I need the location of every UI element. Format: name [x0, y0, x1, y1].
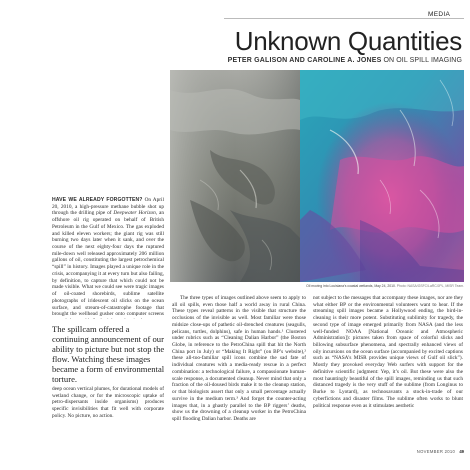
- article-column-1-continued: [52, 386, 164, 446]
- section-rule: [224, 18, 464, 19]
- lead-paragraph: [52, 197, 164, 319]
- column-2-text: The three types of images outlined above seem to apply to all oil spills, even those half a world away in rural China. These types reveal patterns in the visible that structure the occlusions of the invisible as well. Most familiar were those midsize close-ups of pathetic oil-drenched creatures (seagulls, pelicans, turtles, dolphins), safe in human hands.¹ Clustered under rubrics such as “Cleaning Dalian Harbor” (the Boston Globe, in reference to the PetroChina spill that hit the North China port in July) or “Making It Right” (on BP’s website),² these all-too-familiar spill icons combine the sad fate of individual creatures with a media-ready rescue in a perfect combination: a technological failure, a compassionate human-scale response, a documented cleanup. Never mind that only a fraction of the oil-doused birds make it to the cleanup station, or that biologists assert that only a small percentage actually survive in the medium term.³ And forget the counter-acting images that, in a ghastly parallel to the BP riggers’ deaths, show us the drowning of a cleanup worker in the PetroChina spill flooding Dalian harbor. Deaths are: [172, 295, 306, 422]
- article-column-2: [172, 295, 306, 457]
- kicker: HAVE WE ALREADY FORGOTTEN?: [52, 197, 143, 203]
- issue-month: NOVEMBER 2010: [416, 449, 456, 454]
- caption-text: Oil moving into Louisiana’s coastal wetlands, May 24, 2010.: [306, 284, 396, 288]
- column-1-continued-text: deep ocean vertical plumes, for durational models of wetland change, or for the microscopic uptake of petro-dispersants inside organisms) produces specific invisibilities that fit well with corporate policy. No picture, no action.: [52, 386, 164, 419]
- byline-topic: ON OIL SPILL IMAGING: [383, 57, 462, 64]
- rig-name: Deepwater Horizon: [113, 210, 156, 217]
- section-label: MEDIA: [428, 11, 451, 18]
- lead-intro: On April 20, 2010, a high-pressure methane bubble shot up through the drilling pipe of: [52, 197, 164, 217]
- article-column-3: [313, 295, 463, 447]
- caption-credit: Photo: NASA/GSFC/LaRC/JPL, MISR Team.: [396, 284, 464, 288]
- lead-body: , an offshore oil rig operated on behalf of British Petroleum in the Gulf of Mexico. The gas exploded and killed eleven workers; the giant rig was still burning two days later when it sank, and over the course of the next eighty-four days the ruptured mile-down well released approximately 206 million gallons of oil, constituting the largest petrochemical “spill” in history. Images played a unique role in the crisis, accompanying it at every turn but also failing, by definition, to capture that which could not be made visible. What we could see were tragic images of oil-coated shorebirds, sublime satellite photographs of iridescent oil slicks on the ocean surface, and stream-of-catastrophe footage that brought the wellhead gusher onto computer screens: [52, 210, 164, 318]
- byline-authors: PETER GALISON AND CAROLINE A. JONES: [227, 57, 382, 64]
- figure-caption: [258, 284, 464, 288]
- article-title: Unknown Quantities: [234, 26, 462, 56]
- article-column-1: [52, 197, 164, 319]
- pull-quote: The spillcam offered a continuing announcement of our ability to picture but not stop the flow. Watching these images became a form of environmental torture.: [52, 324, 165, 385]
- byline: [150, 57, 462, 64]
- satellite-image-natural: [170, 70, 300, 282]
- satellite-image-enhanced: [300, 70, 464, 282]
- page-footer: [380, 449, 464, 454]
- page-number: 49: [459, 449, 464, 454]
- column-3-text: not subject to the messages that accompany these images, nor are they what either BP or the environmental volunteers want to hear. If the streaming spill images became a Hollywood ending, the bird-in-cleaning is their more potent. Substituting sublimity for tragedy, the second type of image emerged primarily from NASA (and the less well-funded NOAA [National Oceanic and Atmospheric Administration]): pictures taken from space of colorful slicks and billowing subsurface phenomena, and spectrally enhanced views of oily incursions on the ocean surface (accompanied by excited captions such as “NASA’s MISR provides unique views of Gulf oil slick”). Mostly they provoked everyday Web surfers with support for the definitive scientific judgment: Yep, it’s oil. But these were also the most hauntingly beautiful of the spill images, reminding us that such distanced tragedy is the very stuff of the sublime (from Longinus to Burke to Lyotard), as technosavants a stock-in-trade of our cyberfictions and disaster films. The sublime often works to blunt political response even as it stimulates aesthetic: [313, 295, 463, 409]
